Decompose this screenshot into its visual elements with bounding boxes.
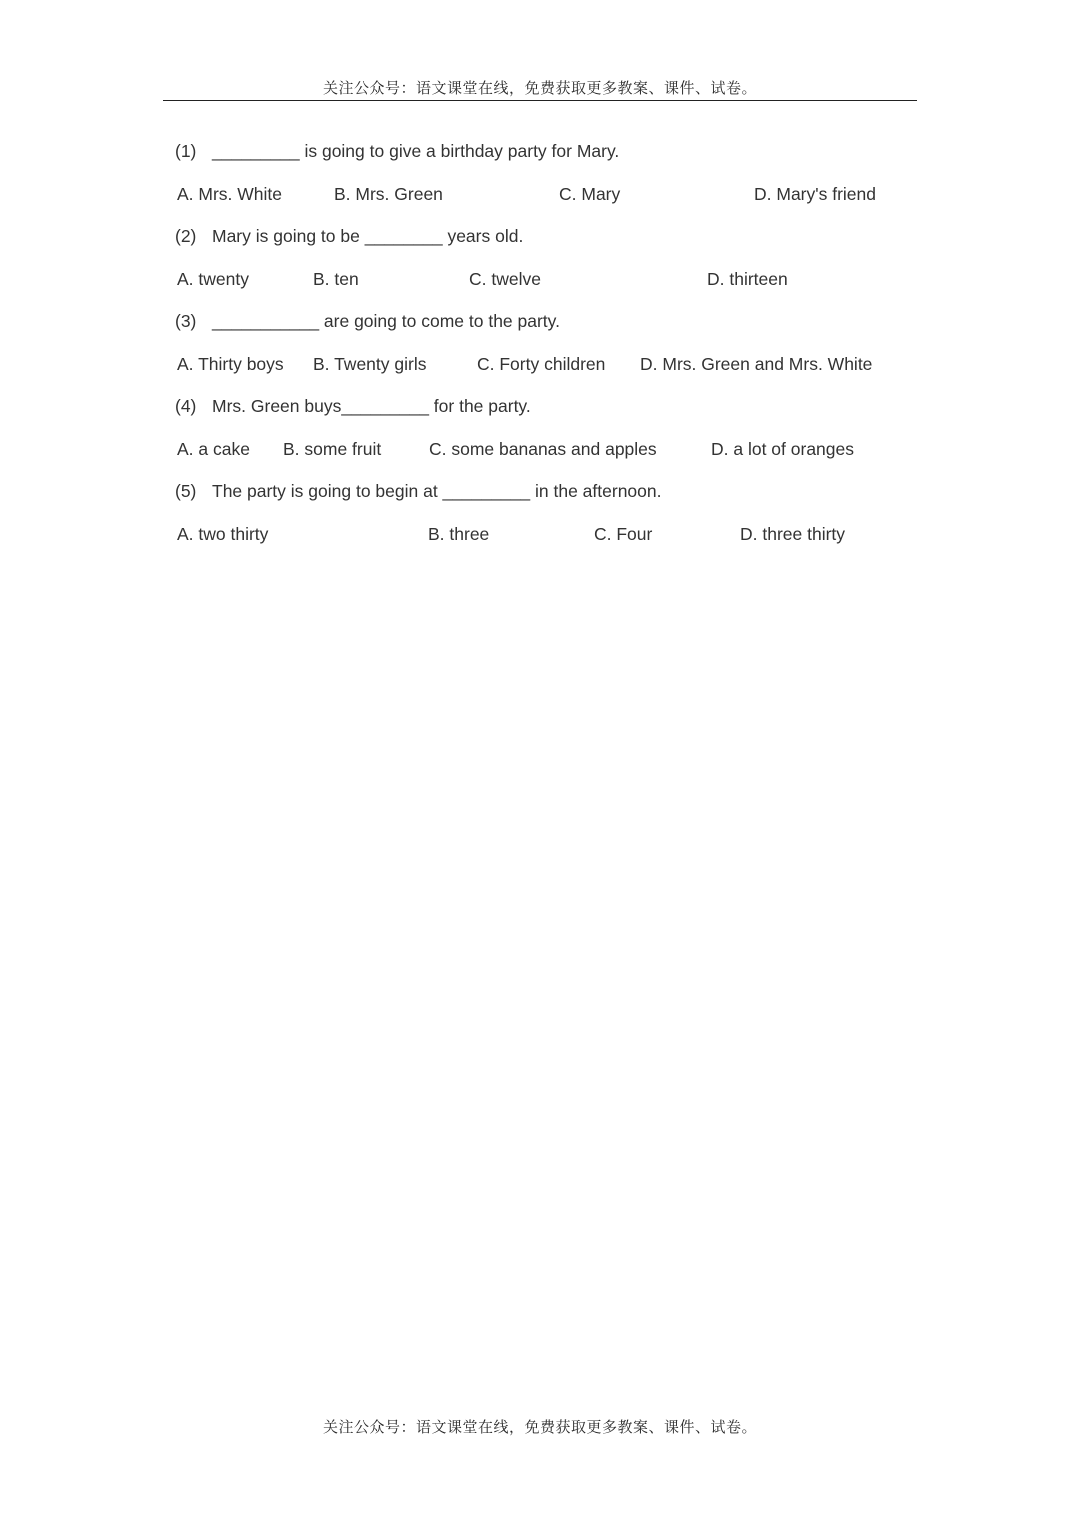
option-d: D. Mary's friend — [754, 184, 876, 204]
question-1-options — [0, 181, 1080, 207]
option-c: C. Four — [594, 524, 653, 544]
question-2 — [0, 223, 1080, 249]
option-c: C. some bananas and apples — [429, 439, 657, 459]
option-c: C. Mary — [559, 184, 621, 204]
footer-text: 关注公众号：语文课堂在线，免费获取更多教案、课件、试卷。 — [322, 1418, 757, 1436]
option-a: A. a cake — [177, 439, 250, 459]
question-number: (1) — [175, 141, 197, 161]
option-b: B. Twenty girls — [313, 354, 427, 374]
header-divider — [163, 100, 917, 101]
option-d: D. Mrs. Green and Mrs. White — [640, 354, 873, 374]
question-text: Mary is going to be ________ years old. — [212, 226, 524, 246]
option-d: D. thirteen — [707, 269, 788, 289]
header-text: 关注公众号：语文课堂在线，免费获取更多教案、课件、试卷。 — [322, 79, 757, 97]
question-3 — [0, 308, 1080, 334]
question-number: (5) — [175, 481, 197, 501]
question-text: The party is going to begin at _________ in the afternoon. — [212, 481, 662, 501]
question-text: ___________ are going to come to the party. — [212, 311, 560, 331]
option-a: A. Thirty boys — [177, 354, 284, 374]
option-a: A. twenty — [177, 269, 249, 289]
option-c: C. Forty children — [477, 354, 606, 374]
option-c: C. twelve — [469, 269, 541, 289]
option-d: D. three thirty — [740, 524, 846, 544]
option-b: B. Mrs. Green — [334, 184, 443, 204]
option-b: B. ten — [313, 269, 359, 289]
question-number: (2) — [175, 226, 197, 246]
option-b: B. three — [428, 524, 490, 544]
question-4 — [0, 393, 1080, 419]
question-3-options — [0, 351, 1080, 377]
question-2-options — [0, 266, 1080, 292]
option-a: A. two thirty — [177, 524, 269, 544]
question-5 — [0, 478, 1080, 504]
question-number: (3) — [175, 311, 197, 331]
question-4-options — [0, 436, 1080, 462]
option-d: D. a lot of oranges — [711, 439, 854, 459]
question-1 — [0, 138, 1080, 164]
question-text: Mrs. Green buys_________ for the party. — [212, 396, 531, 416]
question-text: _________ is going to give a birthday party for Mary. — [212, 141, 620, 161]
question-number: (4) — [175, 396, 197, 416]
question-5-options — [0, 521, 1080, 547]
option-b: B. some fruit — [283, 439, 382, 459]
option-a: A. Mrs. White — [177, 184, 283, 204]
